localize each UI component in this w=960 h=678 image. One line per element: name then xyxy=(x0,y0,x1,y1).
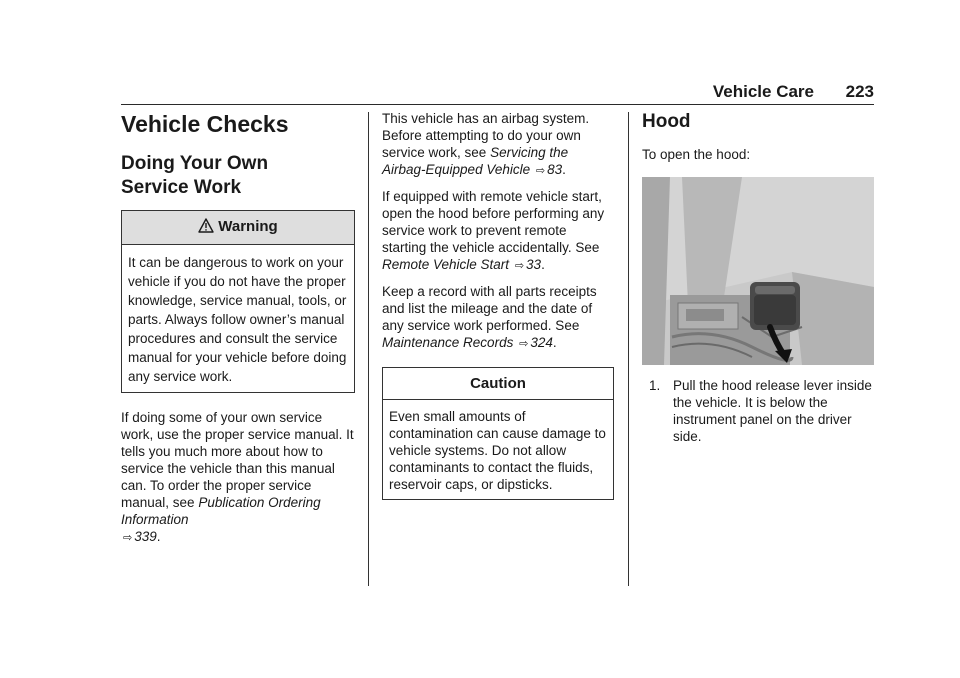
reference-link-maintenance-records[interactable]: Maintenance Records xyxy=(382,335,514,350)
reference-link-remote-start[interactable]: Remote Vehicle Start xyxy=(382,257,510,272)
remote-start-paragraph xyxy=(382,188,614,275)
page-ref-arrow-icon: ⇨ xyxy=(514,260,525,272)
column-divider xyxy=(628,112,629,586)
paragraph-text: Keep a record with all parts receipts and list the mileage and the date of any service work performed. See xyxy=(382,284,597,333)
page-reference[interactable]: 339 xyxy=(134,529,157,544)
hood-intro: To open the hood: xyxy=(642,147,751,162)
header-section-title: Vehicle Care xyxy=(712,82,814,101)
caution-box xyxy=(382,367,614,500)
paragraph-text: This vehicle has an airbag system. Before attempting to do your own service work, see xyxy=(382,111,590,160)
paragraph-end: . xyxy=(562,162,566,177)
page-number: 223 xyxy=(845,82,874,101)
column-divider xyxy=(368,112,369,586)
reference-link-airbag[interactable]: Servicing the Airbag-Equipped Vehicle xyxy=(382,145,569,177)
paragraph-end: . xyxy=(552,335,557,350)
page-ref-arrow-icon: ⇨ xyxy=(535,165,546,177)
warning-box-header xyxy=(122,211,354,245)
page-header xyxy=(121,82,874,105)
page-reference[interactable]: 324 xyxy=(530,335,553,350)
paragraph-text: If doing some of your own service work, use the proper service manual. It tells you much more about how to service the vehicle than this manual can. To order the proper service manual, see xyxy=(121,410,354,510)
warning-triangle-icon xyxy=(198,218,214,239)
caution-text: Even small amounts of contamination can cause damage to vehicle systems. Do not allow contaminants to contact the fluids, reservoir caps, or dipsticks. xyxy=(389,409,606,492)
service-manual-paragraph xyxy=(121,409,355,547)
warning-box xyxy=(121,210,355,393)
airbag-paragraph xyxy=(382,110,614,180)
section-title: Vehicle Checks xyxy=(121,111,289,137)
subsection-title xyxy=(121,152,355,200)
subsection-title-line1: Doing Your Own xyxy=(121,153,269,174)
paragraph-end: . xyxy=(156,529,161,544)
hood-release-lever-illustration xyxy=(642,177,874,365)
hood-title: Hood xyxy=(642,111,691,132)
column-1 xyxy=(121,110,355,555)
page-reference[interactable]: 83 xyxy=(547,162,563,177)
step-list-item xyxy=(642,377,874,445)
reference-link-publication-ordering[interactable]: Publication Ordering Information xyxy=(121,495,321,527)
warning-title: Warning xyxy=(218,218,278,235)
warning-text: It can be dangerous to work on your vehicle if you do not have the proper knowledge, service manual, tools, or parts. Always follow owner’s manual procedures and consult the service manual for your vehicle before doing any service work. xyxy=(128,255,347,384)
records-paragraph xyxy=(382,283,614,353)
paragraph-text: If equipped with remote vehicle start, open the hood before performing any service work to prevent remote starting the vehicle accidentally. See xyxy=(382,189,605,255)
caution-title: Caution xyxy=(383,368,613,400)
page-ref-arrow-icon: ⇨ xyxy=(123,532,133,544)
step-text: Pull the hood release lever inside the vehicle. It is below the instrument panel on the driver side. xyxy=(673,378,872,444)
step-number: 1. xyxy=(649,378,661,393)
paragraph-end: . xyxy=(541,257,545,272)
column-3 xyxy=(642,110,874,445)
subsection-title-line2: Service Work xyxy=(121,177,242,198)
page-reference[interactable]: 33 xyxy=(526,257,542,272)
column-2 xyxy=(382,110,614,516)
page-ref-arrow-icon: ⇨ xyxy=(519,338,529,350)
